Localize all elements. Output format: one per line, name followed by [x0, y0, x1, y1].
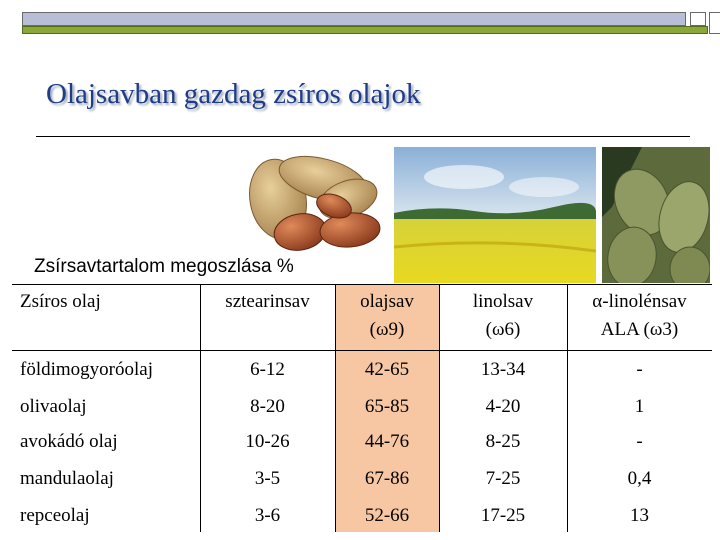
stearic-value: 3-5 [254, 468, 281, 489]
ala-value: 1 [634, 396, 645, 417]
linoleic-value: 8-25 [485, 431, 521, 452]
stearic-value: 3-6 [254, 505, 281, 526]
oil-name: mandulaolaj [20, 468, 114, 489]
ala-value: - [636, 431, 643, 452]
almond-image [602, 147, 710, 283]
peanut-image [238, 144, 388, 264]
green-line [22, 26, 708, 34]
oil-name: földimogyoróolaj [20, 359, 153, 380]
ala-value: 0,4 [627, 468, 652, 489]
header-oleic: olajsav [360, 291, 414, 312]
header-oil: Zsíros olaj [20, 291, 101, 312]
oleic-value: 42-65 [364, 359, 410, 380]
header-stearic: sztearinsav [225, 291, 310, 312]
header-linoleic-omega: (ω6) [485, 319, 521, 340]
canola-field-image [394, 147, 596, 283]
linoleic-value: 4-20 [485, 396, 521, 417]
ala-value: 13 [630, 505, 649, 526]
oleic-value: 52-66 [364, 505, 410, 526]
linoleic-value: 13-34 [480, 359, 526, 380]
header-linoleic: linolsav [472, 291, 534, 312]
slide-title: Olajsavban gazdag zsíros olajok [46, 78, 421, 110]
oil-name: olivaolaj [20, 396, 87, 417]
oil-name: repceolaj [20, 505, 90, 526]
corner-square-small [690, 12, 706, 26]
oil-name: avokádó olaj [20, 431, 118, 452]
table-caption: Zsírsavtartalom megoszlása % [30, 256, 298, 278]
oleic-value: 44-76 [364, 431, 410, 452]
top-band [22, 12, 686, 26]
title-underline [36, 136, 690, 137]
oleic-value: 67-86 [364, 468, 410, 489]
table-top-border [12, 284, 712, 285]
header-divider [12, 350, 712, 351]
stearic-value: 6-12 [250, 359, 285, 380]
oleic-value: 65-85 [364, 396, 410, 417]
top-decoration-bar [22, 12, 708, 36]
corner-square-large [709, 12, 720, 34]
header-ala: α-linolénsav [592, 291, 687, 312]
header-ala-omega: ALA (ω3) [600, 319, 679, 340]
linoleic-value: 17-25 [480, 505, 526, 526]
header-oleic-omega: (ω9) [369, 319, 405, 340]
linoleic-value: 7-25 [485, 468, 521, 489]
stearic-value: 8-20 [250, 396, 285, 417]
stearic-value: 10-26 [245, 431, 290, 452]
ala-value: - [636, 359, 643, 380]
